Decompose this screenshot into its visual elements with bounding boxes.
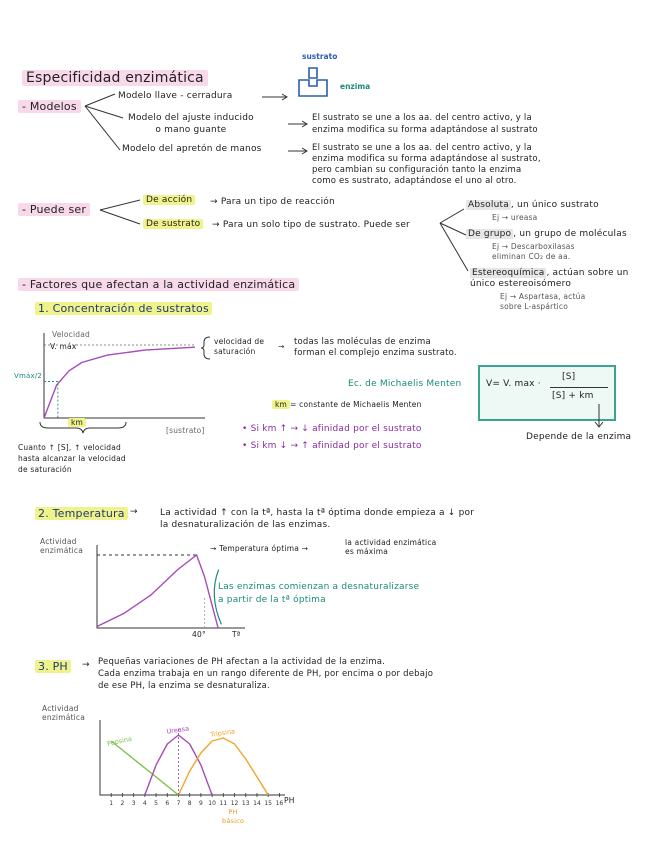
tipo-grupo-ej: Ej → Descarboxilasas eliminan CO₂ de aa. xyxy=(492,242,575,261)
concentracion-heading: 1. Concentración de sustratos xyxy=(35,302,212,315)
de-accion-desc: → Para un tipo de reacción xyxy=(210,197,335,207)
chart2-tick-40: 40° xyxy=(192,630,206,639)
chart3-tick-label: 2 xyxy=(120,800,125,807)
saturacion-desc: todas las moléculas de enzima forman el complejo enzima sustrato. xyxy=(294,337,457,358)
tipo-grupo: De grupo , un grupo de moléculas xyxy=(468,229,627,239)
chart3-tick-label: 7 xyxy=(176,800,181,807)
temperatura-heading: 2. Temperatura xyxy=(35,507,128,520)
tipo-absoluta: Absoluta , un único sustrato xyxy=(468,200,599,210)
chart3-tick-label: 3 xyxy=(131,800,136,807)
chart3-tick-label: 12 xyxy=(230,800,239,807)
chart1-note: Cuanto ↑ [S], ↑ velocidad hasta alcanzar la velocidad de saturación xyxy=(18,443,126,474)
arrow-icon: → xyxy=(278,342,285,351)
chart1-vmax-half: Vmáx/2 xyxy=(14,372,43,380)
chart2-xlabel: Tª xyxy=(232,630,241,639)
desnaturalizacion-note: Las enzimas comienzan a desnaturalizarse a partir de la tª óptima xyxy=(218,582,420,605)
factores-title: - Factores que afectan a la actividad enzimática xyxy=(18,278,299,291)
puede-ser-label: - Puede ser xyxy=(18,203,90,216)
chart1-ylabel: Velocidad xyxy=(52,330,90,339)
temp-optima-desc: la actividad enzimática es máxima xyxy=(345,538,437,556)
apreton-manos-desc: El sustrato se une a los aa. del centro activo, y la enzima modifica su forma adaptándose al sustrato, pero cambian su configuración tanto la enzima como es sustrato, adaptándose el uno al otro. xyxy=(312,143,541,186)
chart3-tick-label: 9 xyxy=(198,800,203,807)
modelo-apreton-manos: Modelo del apretón de manos xyxy=(122,144,262,154)
ph-heading: 3. PH xyxy=(35,660,71,673)
page-title: Especificidad enzimática xyxy=(22,70,208,86)
formula-left: V= V. max · xyxy=(486,379,541,389)
de-sustrato-desc: → Para un solo tipo de sustrato. Puede ser xyxy=(212,220,410,230)
chart3-tick-label: 11 xyxy=(219,800,228,807)
chart1-vmax: V. máx xyxy=(50,342,77,351)
formula-denominator: [S] + km xyxy=(552,391,594,401)
bullet-km-down: • Si km ↓ → ↑ afinidad por el sustrato xyxy=(242,441,422,451)
chart3-xlabel: PH xyxy=(284,796,295,805)
chart3-tick-label: 4 xyxy=(142,800,147,807)
temperatura-desc: La actividad ↑ con la tª, hasta la tª óptima donde empieza a ↓ por la desnaturalización de las enzimas. xyxy=(160,508,475,530)
chart3-series-tripsina xyxy=(179,738,269,795)
chart3-tick-label: 5 xyxy=(154,800,158,807)
ph-desc: Pequeñas variaciones de PH afectan a la actividad de la enzima. Cada enzima trabaja en un rango diferente de PH, por encima o por debajo de ese PH, la enzima se desnaturaliza. xyxy=(98,657,434,691)
temp-optima-label: → Temperatura óptima → xyxy=(210,544,309,553)
chart3-tick-label: 1 xyxy=(109,800,114,807)
chart3-axes xyxy=(100,720,285,795)
michaelis-title: Ec. de Michaelis Menten xyxy=(348,379,462,389)
chart2-ylabel: Actividad enzimática xyxy=(40,537,84,555)
chart3-tick-label: 13 xyxy=(241,800,250,807)
arrow-icon: → xyxy=(82,660,90,670)
chart3-tick-label: 16 xyxy=(275,800,284,807)
chart3-series-pepsina xyxy=(111,741,178,795)
tipo-estereoquimica-ej: Ej → Aspartasa, actúa sobre L-aspártico xyxy=(500,292,586,311)
chart3-legend-ureasa: Ureasa xyxy=(166,724,190,736)
chart3-tick-label: 14 xyxy=(253,800,261,807)
tipo-estereoquimica: Estereoquímica , actúan sobre un único estereoisómero xyxy=(470,268,629,289)
chart3-ylabel: Actividad enzimática xyxy=(42,704,86,722)
de-sustrato-term: De sustrato xyxy=(143,219,203,229)
modelos-label: - Modelos xyxy=(18,100,81,113)
chart1-xlabel: [sustrato] xyxy=(166,426,205,435)
de-accion-term: De acción xyxy=(143,195,195,205)
enzima-label: enzima xyxy=(340,82,371,91)
chart3-tick-label: 10 xyxy=(208,800,216,807)
ajuste-inducido-desc: El sustrato se une a los aa. del centro activo, y la enzima modifica su forma adaptándose al sustrato xyxy=(312,113,538,135)
formula-numerator: [S] xyxy=(562,372,576,382)
formula-note: Depende de la enzima xyxy=(526,432,632,442)
km-definition: km = constante de Michaelis Menten xyxy=(272,400,422,409)
chart1-km: km xyxy=(68,418,86,427)
chart3-tick-label: 8 xyxy=(187,800,192,807)
modelo-llave: Modelo llave - cerradura xyxy=(118,91,233,101)
arrow-icon: → xyxy=(130,507,138,517)
chart3-tick-label: 15 xyxy=(264,800,273,807)
chart3-tick-label: 6 xyxy=(165,800,170,807)
tipo-absoluta-ej: Ej → ureasa xyxy=(492,213,538,222)
bullet-km-up: • Si km ↑ → ↓ afinidad por el sustrato xyxy=(242,424,422,434)
chart3-legend-pepsina: Pepsina xyxy=(106,734,133,748)
sustrato-label: sustrato xyxy=(302,52,338,61)
chart3-legend-tripsina: Tripsina xyxy=(209,727,236,739)
modelo-ajuste-inducido: Modelo del ajuste inducido o mano guante xyxy=(128,113,254,135)
saturacion-term: velocidad de saturación xyxy=(214,337,265,356)
ph-neutral-label: PH básico xyxy=(222,808,245,825)
